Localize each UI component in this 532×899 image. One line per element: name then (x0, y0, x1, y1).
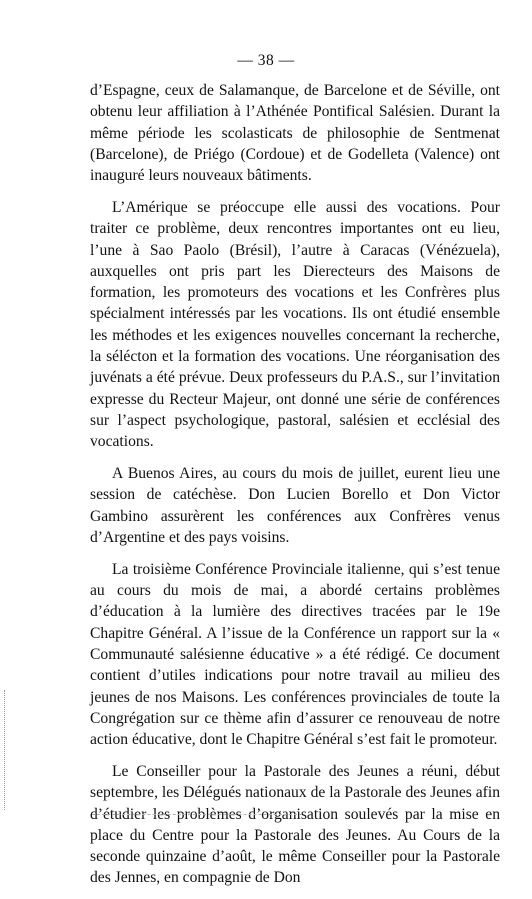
paragraph-youth-pastoral-counsellor: Le Conseiller pour la Pastorale des Jeunes a réuni, début septembre, les Délégués nationaux de la Pastorale des Jeunes afin d’étudier les problèmes d’organisation soulevés par la mise en place du Centre pour la Pastorale des Jeunes. Au Cours de la seconde quinzaine d’août, le même Conseiller pour la Pastorale des Jennes, en compagnie de Don (90, 762, 500, 887)
paragraph-spain-scholasticates: d’Espagne, ceux de Salamanque, de Barcelone et de Séville, ont obtenu leur affiliation à l’Athénée Pontifical Salésien. Durant la même période les scolasticats de philosophie de Sentmenat (Barcelone), de Priégo (Cordoue) et de Godelleta (Valence) ont inauguré leurs nouveaux bâtiments. (90, 82, 500, 185)
scan-bottom-line (92, 814, 302, 815)
scan-margin-line (4, 690, 5, 810)
paragraph-america-vocations: L’Amérique se préoccupe elle aussi des vocations. Pour traiter ce problème, deux rencontres importantes ont eu lieu, l’une à Sao Paolo (Brésil), l’autre à Caracas (Vénézuela), auxquelles ont pris part les Dierecteurs des Maisons de formation, les promoteurs des vocations et les Confrères plus spécialment intéressés par les vocations. Ils ont étudié ensemble les méthodes et les exigences nouvelles concernant la recherche, la sélécton et la formation des vocations. Une réorganisation des juvénats a été prévue. Deux professeurs du P.A.S., sur l’invitation expresse du Recteur Majeur, ont donné une série de conférences sur l’aspect psychologique, pastoral, salésien et ecclésial des vocations. (90, 198, 500, 451)
page-number: — 38 — (237, 52, 295, 69)
body-text (90, 80, 500, 899)
paragraph-italian-conference: La troisième Conférence Provinciale italienne, qui s’est tenue au cours du mois de mai, a abordé certains problèmes d’éducation à la lumière des directives tracées par le 19e Chapitre Général. A l’issue de la Conférence un rapport sur la « Communauté salésienne éducative » a été rédigé. Ce document contient d’utiles indications pour notre travail au milieu des jeunes de nos Maisons. Les conférences provinciales de toute la Congrégation sur ce thème afin d’assurer ce renouveau de notre action éducative, dont le Chapitre Général s’est fait le promoteur. (90, 560, 500, 749)
paragraph-buenos-aires-catechesis: A Buenos Aires, au cours du mois de juillet, eurent lieu une session de catéchèse. Don Lucien Borello et Don Victor Gambino assurèrent les conférences aux Confrères venus d’Argentine et des pays voisins. (90, 465, 500, 546)
